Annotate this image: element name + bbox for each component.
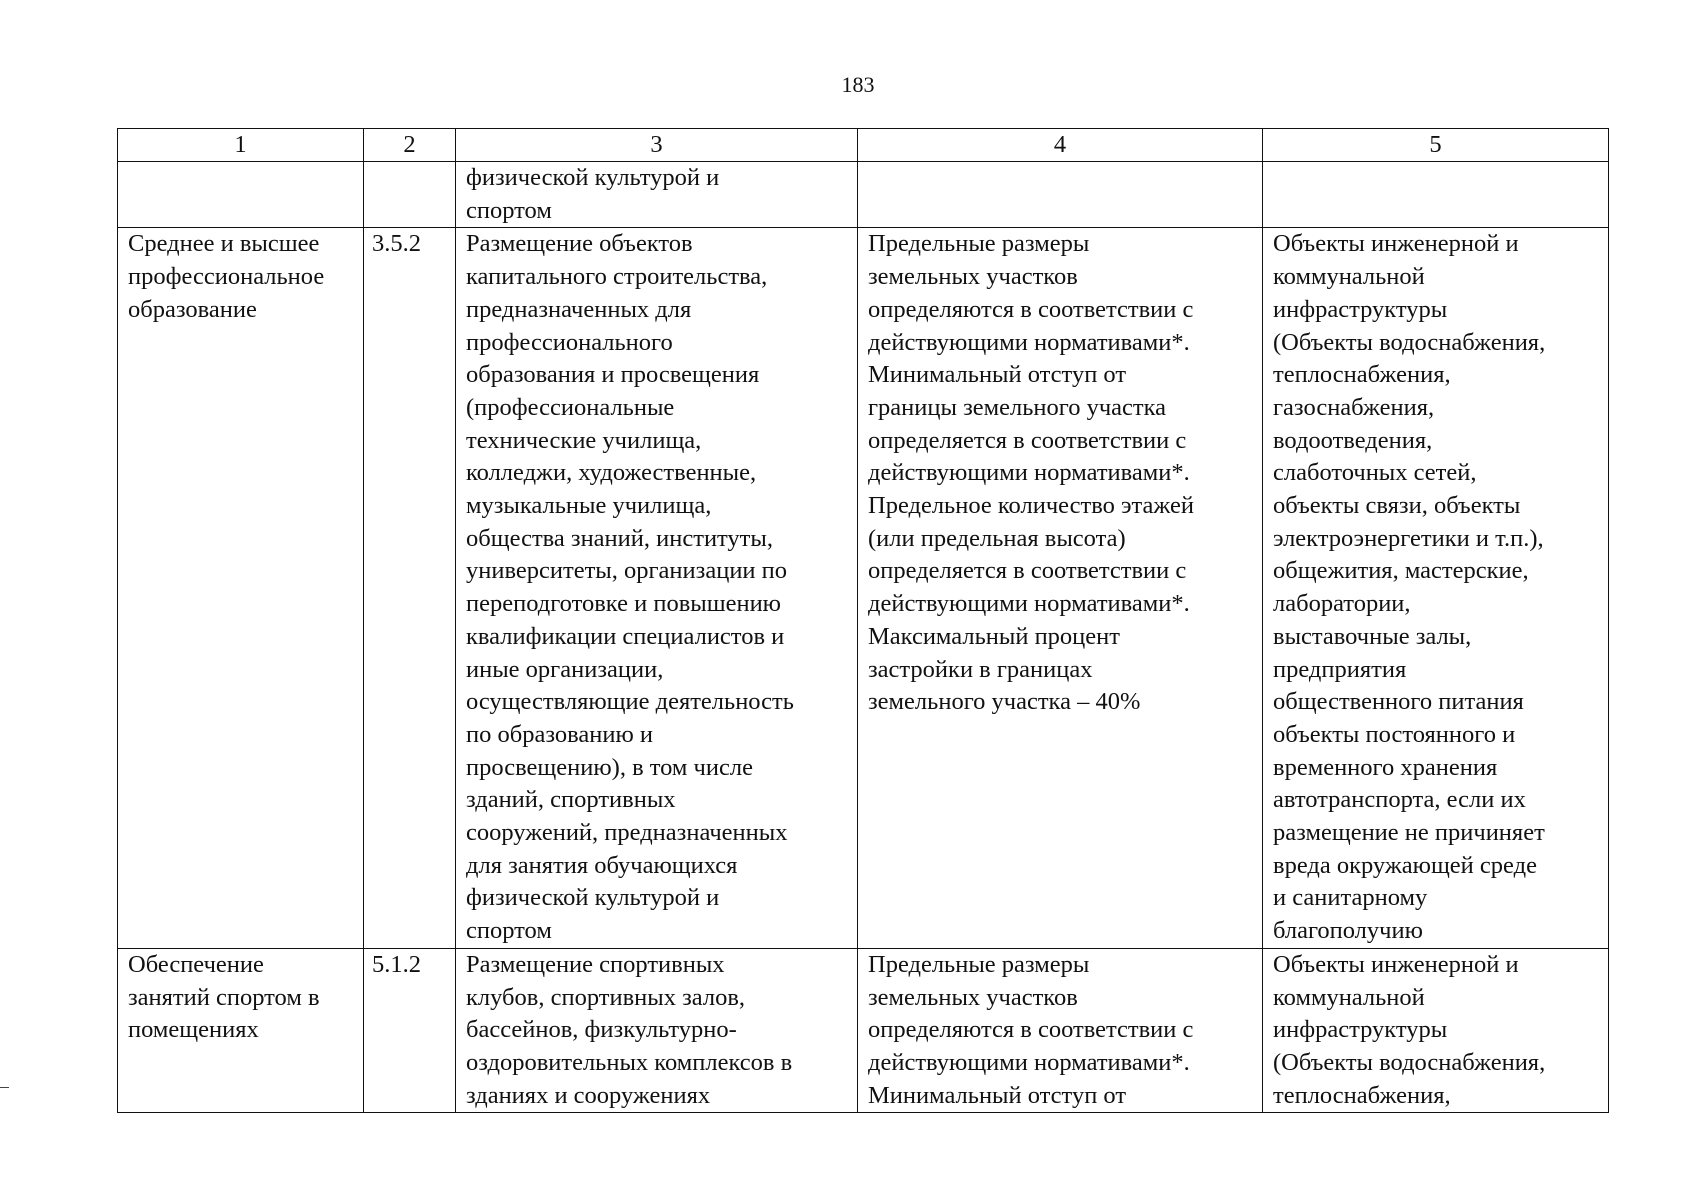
text-line: просвещению), в том числе	[466, 753, 753, 781]
cell-use-name	[118, 162, 364, 228]
table-row	[118, 162, 1609, 228]
text-line: определяется в соответствии с	[868, 426, 1187, 454]
text-line: действующими нормативами*.	[868, 590, 1190, 618]
cell-parameters	[858, 228, 1263, 948]
text-line: спортом	[466, 196, 552, 224]
text-line: Объекты инженерной и	[1273, 230, 1519, 258]
cell-code	[364, 162, 456, 228]
text-line: Объекты инженерной и	[1273, 950, 1519, 978]
text-line: (профессиональные	[466, 393, 675, 421]
text-line: коммунальной	[1273, 983, 1425, 1011]
text-line: Размещение спортивных	[466, 950, 725, 978]
cell-description	[456, 948, 858, 1113]
text-line: капитального строительства,	[466, 263, 768, 291]
cell-code	[364, 228, 456, 948]
text-line: сооружений, предназначенных	[466, 819, 788, 847]
text-line: земельных участков	[868, 263, 1078, 291]
text-line: электроэнергетики и т.п.),	[1273, 524, 1544, 552]
text-line: университеты, организации по	[466, 557, 788, 585]
text-line: музыкальные училища,	[466, 492, 712, 520]
text-line: Среднее и высшее	[128, 230, 320, 258]
text-line: выставочные залы,	[1273, 622, 1472, 650]
text-line: образование	[128, 295, 257, 323]
text-line: физической культурой и	[466, 884, 720, 912]
text-line: Предельные размеры	[868, 230, 1090, 258]
text-line: определяются в соответствии с	[868, 1016, 1194, 1044]
text-line: клубов, спортивных залов,	[466, 983, 746, 1011]
header-col-1: 1	[118, 129, 364, 162]
text-line: осуществляющие деятельность	[466, 688, 794, 716]
text-line: колледжи, художественные,	[466, 459, 757, 487]
cell-code	[364, 948, 456, 1113]
text-line: занятий спортом в	[128, 983, 320, 1011]
text-line: теплоснабжения,	[1273, 361, 1451, 389]
cell-auxiliary-uses	[1263, 948, 1609, 1113]
text-line: (Объекты водоснабжения,	[1273, 1048, 1546, 1076]
cell-use-name	[118, 228, 364, 948]
header-col-3: 3	[456, 129, 858, 162]
text-line: общественного питания	[1273, 688, 1524, 716]
text-line: лаборатории,	[1273, 590, 1411, 618]
header-col-2: 2	[364, 129, 456, 162]
text-line: профессиональное	[128, 263, 325, 291]
text-line: временного хранения	[1273, 753, 1498, 781]
text-line: бассейнов, физкультурно-	[466, 1016, 737, 1044]
text-line: объекты постоянного и	[1273, 720, 1516, 748]
text-line: переподготовке и повышению	[466, 590, 781, 618]
header-col-5: 5	[1263, 129, 1609, 162]
text-line: Предельные размеры	[868, 950, 1090, 978]
cell-auxiliary-uses	[1263, 162, 1609, 228]
text-line: действующими нормативами*.	[868, 459, 1190, 487]
text-line: Минимальный отступ от	[868, 361, 1127, 389]
text-line: Максимальный процент	[868, 622, 1120, 650]
margin-mark	[0, 1087, 9, 1088]
text-line: определяется в соответствии с	[868, 557, 1187, 585]
text-line: предприятия	[1273, 655, 1407, 683]
cell-parameters	[858, 162, 1263, 228]
table-row	[118, 948, 1609, 1113]
cell-use-name	[118, 948, 364, 1113]
land-use-table	[117, 128, 1609, 1113]
text-line: автотранспорта, если их	[1273, 786, 1526, 814]
text-line: 3.5.2	[372, 230, 421, 258]
text-line: земельного участка – 40%	[868, 688, 1141, 716]
text-line: границы земельного участка	[868, 393, 1167, 421]
text-line: образования и просвещения	[466, 361, 760, 389]
text-line: физической культурой и	[466, 164, 720, 191]
text-line: вреда окружающей среде	[1273, 851, 1537, 879]
text-line: Размещение объектов	[466, 230, 693, 258]
text-line: по образованию и	[466, 720, 653, 748]
text-line: определяются в соответствии с	[868, 295, 1194, 323]
text-line: застройки в границах	[868, 655, 1093, 683]
text-line: помещениях	[128, 1016, 259, 1044]
text-line: спортом	[466, 917, 552, 945]
text-line: водоотведения,	[1273, 426, 1433, 454]
text-line: теплоснабжения,	[1273, 1081, 1451, 1109]
text-line: зданиях и сооружениях	[466, 1081, 711, 1109]
cell-parameters	[858, 948, 1263, 1113]
text-line: газоснабжения,	[1273, 393, 1435, 421]
text-line: и санитарному	[1273, 884, 1428, 912]
table-row	[118, 228, 1609, 948]
text-line: инфраструктуры	[1273, 1016, 1448, 1044]
text-line: технические училища,	[466, 426, 702, 454]
text-line: оздоровительных комплексов в	[466, 1048, 793, 1076]
text-line: общества знаний, институты,	[466, 524, 773, 552]
text-line: зданий, спортивных	[466, 786, 676, 814]
text-line: земельных участков	[868, 983, 1078, 1011]
text-line: (или предельная высота)	[868, 524, 1126, 552]
text-line: инфраструктуры	[1273, 295, 1448, 323]
text-line: благополучию	[1273, 917, 1423, 945]
text-line: для занятия обучающихся	[466, 851, 738, 879]
header-row	[118, 129, 1609, 162]
text-line: Обеспечение	[128, 950, 264, 978]
text-line: действующими нормативами*.	[868, 328, 1190, 356]
text-line: коммунальной	[1273, 263, 1425, 291]
text-line: общежития, мастерские,	[1273, 557, 1529, 585]
cell-auxiliary-uses	[1263, 228, 1609, 948]
text-line: объекты связи, объекты	[1273, 492, 1521, 520]
cell-description	[456, 228, 858, 948]
text-line: профессионального	[466, 328, 673, 356]
text-line: иные организации,	[466, 655, 664, 683]
cell-description	[456, 162, 858, 228]
text-line: Минимальный отступ от	[868, 1081, 1127, 1109]
text-line: (Объекты водоснабжения,	[1273, 328, 1546, 356]
text-line: 5.1.2	[372, 950, 421, 978]
text-line: слаботочных сетей,	[1273, 459, 1477, 487]
page-number: 183	[841, 72, 875, 97]
text-line: предназначенных для	[466, 295, 692, 323]
text-line: размещение не причиняет	[1273, 819, 1545, 847]
text-line: Предельное количество этажей	[868, 492, 1194, 520]
text-line: действующими нормативами*.	[868, 1048, 1190, 1076]
header-col-4: 4	[858, 129, 1263, 162]
text-line: квалификации специалистов и	[466, 622, 785, 650]
